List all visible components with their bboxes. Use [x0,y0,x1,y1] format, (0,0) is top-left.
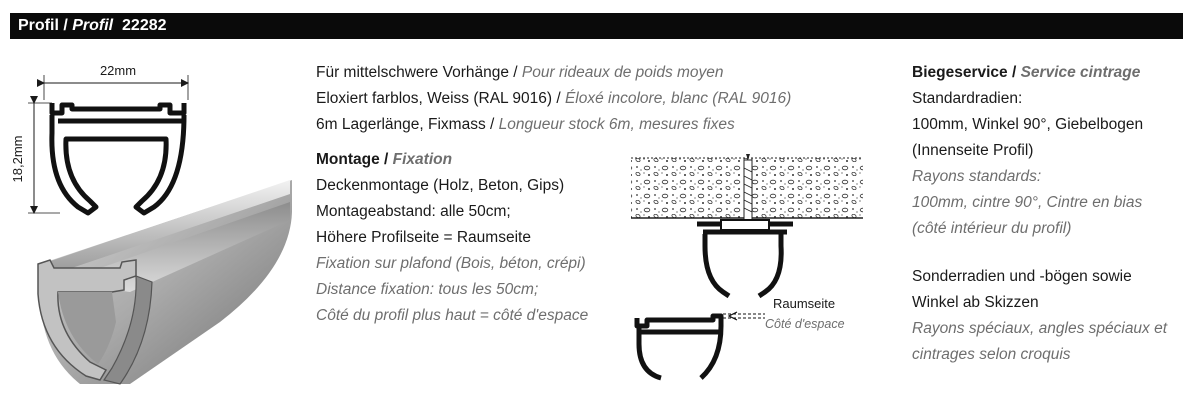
ceiling-mount-diagram [625,150,870,385]
special-line-fr-2: cintrages selon croquis [912,346,1071,363]
montage-line-fr-2: Distance fixation: tous les 50cm; [316,281,539,298]
separator: / [379,151,393,168]
lower-profile [637,316,721,378]
separator: / [1007,64,1021,81]
biegeservice-line-de-3: (Innenseite Profil) [912,142,1034,159]
text-finish-de: Eloxiert farblos, Weiss (RAL 9016) [316,90,553,107]
dimension-width-label: 22mm [99,63,137,78]
biegeservice-title-fr: Service cintrage [1020,64,1141,81]
separator: / [508,64,522,81]
biegeservice-title-de: Biegeservice [912,64,1008,81]
special-line-de-2: Winkel ab Skizzen [912,294,1039,311]
montage-line-de-1: Deckenmontage (Holz, Beton, Gips) [316,177,565,194]
special-line-fr-1: Rayons spéciaux, angles spéciaux et [912,320,1168,337]
text-stock-length-fr: Longueur stock 6m, mesures fixes [498,116,735,133]
mounted-profile [697,224,793,296]
biegeservice-title [912,60,1167,86]
montage-line-de-3: Höhere Profilseite = Raumseite [316,229,531,246]
text-finish-fr: Éloxé incolore, blanc (RAL 9016) [564,90,792,107]
montage-line-fr-3: Côté du profil plus haut = côté d'espace [316,307,589,324]
montage-line-fr-1: Fixation sur plafond (Bois, béton, crépi) [316,255,586,272]
montage-line-de-2: Montageabstand: alle 50cm; [316,203,511,220]
biegeservice-line-de-1: Standardradien: [912,90,1023,107]
room-side-label-fr: Côté d'espace [765,317,845,331]
header-label-de: Profil [18,17,59,34]
profile-number: 22282 [122,17,167,34]
text-medium-weight-fr: Pour rideaux de poids moyen [521,64,724,81]
separator: / [552,90,565,107]
text-medium-weight-de: Für mittelschwere Vorhänge [316,64,509,81]
montage-title-fr: Fixation [392,151,453,168]
separator: / [485,116,499,133]
header-label-fr: Profil [72,17,114,34]
biegeservice-line-fr-2: 100mm, cintre 90°, Cintre en bias [912,194,1143,211]
screw [744,154,752,224]
description-block [316,60,791,138]
biegeservice-line-de-2: 100mm, Winkel 90°, Giebelbogen [912,116,1144,133]
description-line-2 [316,86,791,112]
biegeservice-line-fr-1: Rayons standards: [912,168,1042,185]
montage-block [316,147,588,329]
profile-rail-3d-image [20,172,300,402]
montage-title [316,147,588,173]
text-stock-length-de: 6m Lagerlänge, Fixmass [316,116,486,133]
description-line-3 [316,112,791,138]
special-line-de-1: Sonderradien und -bögen sowie [912,268,1132,285]
header-separator: / [58,17,73,34]
biegeservice-block [912,60,1167,368]
dimension-height-label: 18,2mm [10,135,25,183]
description-line-1 [316,60,791,86]
biegeservice-line-fr-3: (côté intérieur du profil) [912,220,1072,237]
header-bar [10,13,1183,39]
montage-title-de: Montage [316,151,380,168]
room-side-label-de: Raumseite [773,296,836,311]
